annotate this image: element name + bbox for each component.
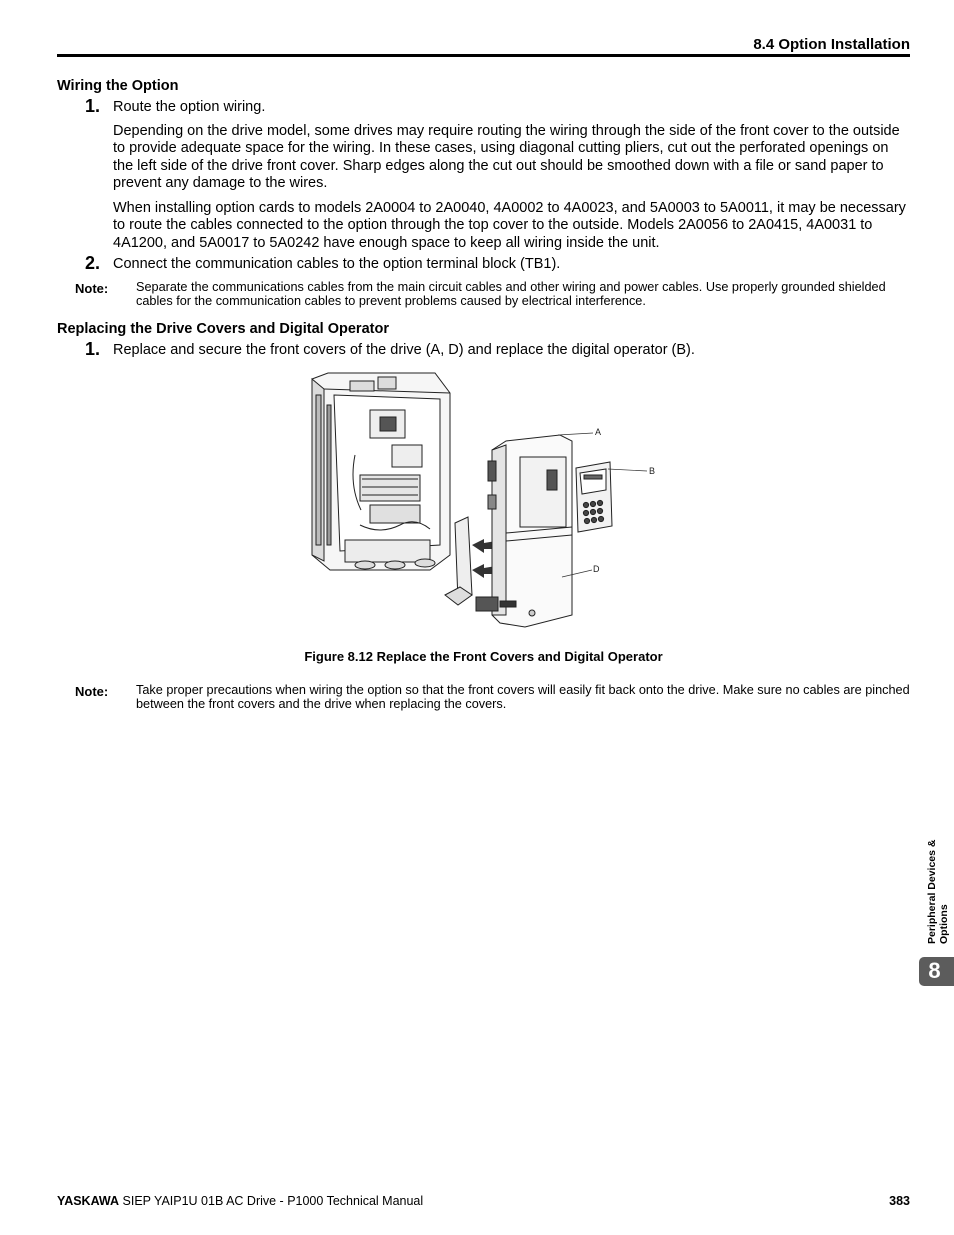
section-title: 8.4 Option Installation: [753, 36, 910, 53]
side-tab-line-2: Options: [938, 904, 950, 944]
footer-page-number: 383: [889, 1194, 910, 1208]
covers-step1-number: 1.: [85, 339, 101, 359]
covers-note-text: Take proper precautions when wiring the option so that the front covers will easily fit back onto the drive. Make sure no cables are pinched between the front covers and the drive when replacing the covers.: [136, 683, 910, 711]
side-tab-line-1: Peripheral Devices &: [926, 839, 938, 944]
wiring-paragraph-2: When installing option cards to models 2A0004 to 2A0040, 4A0002 to 4A0023, and 5A0003 to 5A0011, it may be necessary to route the cables connected to the option through the top cover to the outside. Models 2A0056 to 2A0415, 4A0031 to 4A1200, and 5A0017 to 5A0242 have enough space to keep all wiring inside the unit.: [113, 200, 906, 251]
wiring-step1-text: Route the option wiring.: [113, 99, 266, 115]
chapter-tab: [919, 957, 954, 986]
wiring-step1-number: 1.: [85, 96, 101, 116]
wiring-note-label: Note:: [75, 281, 109, 296]
footer-doc-title: SIEP YAIP1U 01B AC Drive - P1000 Technical Manual: [119, 1194, 424, 1208]
footer-brand: YASKAWA: [57, 1194, 120, 1208]
side-tab-label: [926, 840, 950, 944]
covers-note-label: Note:: [75, 684, 109, 699]
wiring-note-text: Separate the communications cables from the main circuit cables and other wiring and power cables. Use properly grounded shielded cables for the communication cables to prevent problems caused by electrical interference.: [136, 280, 886, 308]
chapter-number: 8: [928, 958, 941, 983]
wiring-heading: Wiring the Option: [57, 78, 179, 94]
callout-label-d: D: [593, 564, 600, 574]
wiring-step2-text: Connect the communication cables to the option terminal block (TB1).: [113, 256, 561, 272]
header-rule: [57, 54, 910, 57]
callout-label-b: B: [649, 466, 656, 476]
front-cover-drawing: [476, 435, 572, 627]
figure-illustration: [300, 365, 670, 635]
callout-label-a: A: [595, 427, 602, 437]
drive-body-drawing: [312, 373, 450, 570]
covers-step1-text: Replace and secure the front covers of the drive (A, D) and replace the digital operator (B).: [113, 342, 695, 358]
footer-doc-info: [57, 1194, 423, 1208]
digital-operator-drawing: [576, 462, 612, 532]
wiring-paragraph-1: Depending on the drive model, some drives may require routing the wiring through the side of the front cover to the outside to provide adequate space for the wiring. In these cases, using diagonal cutting pliers, cut out the perforated openings on the left side of the drive front cover. Sharp edges along the cut out should be smoothed down with a file or sand paper to prevent any damage to the wires.: [113, 123, 900, 191]
covers-heading: Replacing the Drive Covers and Digital Operator: [57, 321, 389, 337]
wiring-step2-number: 2.: [85, 253, 101, 273]
figure-caption: Figure 8.12 Replace the Front Covers and Digital Operator: [304, 649, 663, 664]
